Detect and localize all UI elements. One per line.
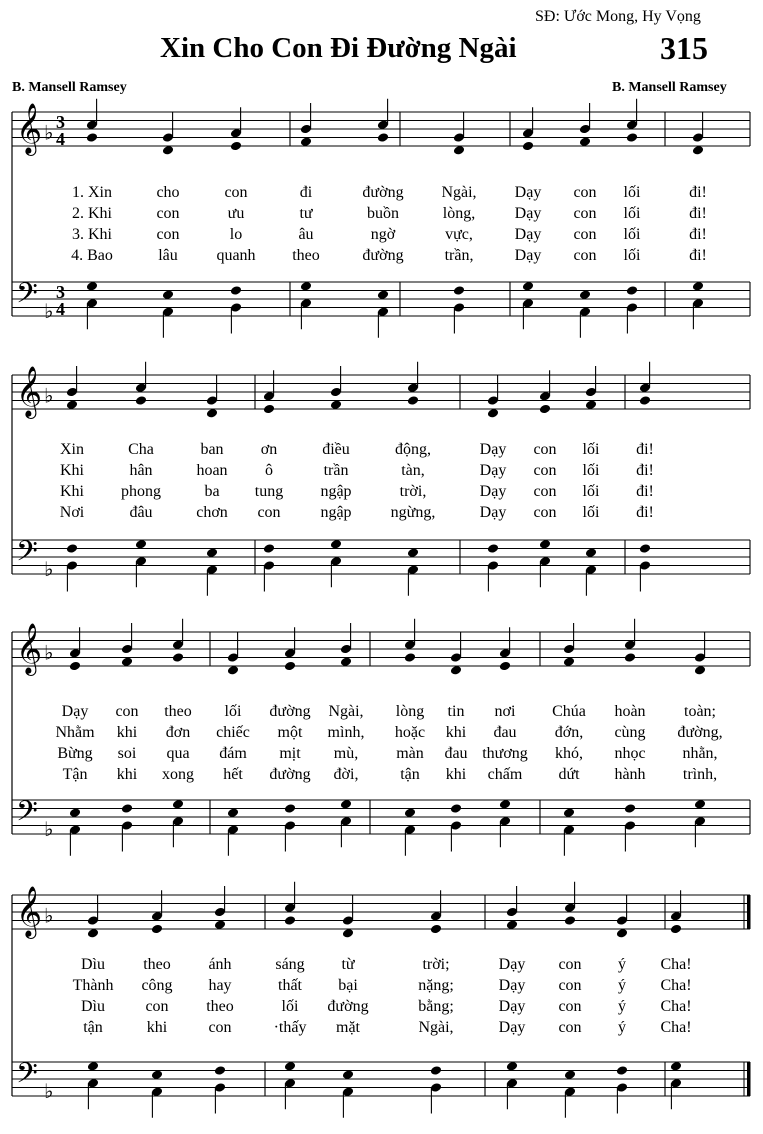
lyric-syllable: trình,: [682, 766, 718, 783]
lyric-syllable: ban: [200, 441, 224, 458]
lyric-syllable: con: [573, 184, 597, 201]
lyric-syllable: tận: [83, 1019, 103, 1036]
lyric-syllable: con: [145, 998, 169, 1015]
flat-icon: ♭: [44, 383, 54, 408]
lyric-syllable: Thành: [72, 977, 114, 994]
lyric-syllable: Dạy: [514, 184, 542, 201]
flat-icon: ♭: [44, 1078, 54, 1103]
lyric-syllable: 2. Khi: [72, 205, 112, 222]
words-credit: B. Mansell Ramsey: [12, 80, 127, 95]
lyric-syllable: 3. Khi: [72, 226, 112, 243]
lyric-syllable: lối: [582, 504, 600, 521]
tune-name: SĐ: Ước Mong, Hy Vọng: [535, 8, 701, 25]
lyric-syllable: tận: [400, 766, 420, 783]
lyric-syllable: chơn: [196, 504, 228, 521]
lyric-syllable: ô: [265, 462, 273, 479]
lyric-syllable: cho: [156, 184, 180, 201]
lyric-syllable: khi: [445, 766, 467, 783]
lyric-syllable: từ: [341, 956, 355, 973]
lyric-syllable: khi: [445, 724, 467, 741]
lyric-syllable: Dạy: [498, 956, 526, 973]
flat-icon: ♭: [44, 298, 54, 323]
lyric-syllable: con: [533, 441, 557, 458]
lyric-syllable: Dạy: [479, 441, 507, 458]
lyric-syllable: Xin: [60, 441, 84, 458]
lyric-syllable: con: [156, 226, 180, 243]
bass-staff: [12, 540, 750, 574]
lyric-syllable: cùng: [614, 724, 646, 741]
lyric-syllable: Dìu: [81, 998, 105, 1015]
lyric-syllable: trời,: [399, 483, 427, 500]
lyric-syllable: vực,: [445, 226, 473, 243]
music-credit: B. Mansell Ramsey: [612, 80, 727, 95]
lyric-syllable: Dạy: [514, 247, 542, 264]
treble-staff: [12, 375, 750, 409]
lyric-syllable: con: [533, 504, 557, 521]
lyric-syllable: Nơi: [59, 504, 85, 521]
lyric-syllable: mình,: [327, 724, 365, 741]
lyric-syllable: ý: [618, 1019, 626, 1036]
time-signature-upper: 3: [56, 282, 65, 302]
lyric-syllable: Ngài,: [328, 703, 364, 720]
lyric-syllable: Tận: [62, 766, 88, 783]
lyric-syllable: tung: [254, 483, 284, 500]
bass-clef-icon: 𝄢: [16, 277, 38, 317]
lyric-syllable: theo: [292, 247, 320, 264]
lyric-syllable: Khi: [60, 462, 84, 479]
lyric-syllable: Cha!: [660, 977, 692, 994]
lyric-syllable: ngập: [320, 483, 352, 500]
lyric-syllable: lâu: [158, 247, 178, 264]
lyric-syllable: con: [156, 205, 180, 222]
lyric-syllable: âu: [298, 226, 314, 243]
lyric-syllable: Khi: [60, 483, 84, 500]
lyric-syllable: khi: [116, 724, 138, 741]
lyric-syllable: lo: [229, 226, 243, 243]
lyric-syllable: ý: [618, 977, 626, 994]
lyric-syllable: 1. Xin: [72, 184, 112, 201]
lyric-syllable: Dạy: [498, 1019, 526, 1036]
lyric-syllable: ngập: [320, 504, 352, 521]
lyric-syllable: điều: [322, 441, 350, 458]
lyric-syllable: đám: [219, 745, 247, 762]
lyric-syllable: lối: [281, 998, 299, 1015]
lyric-syllable: đơn: [165, 724, 191, 741]
lyric-syllable: lối: [623, 247, 641, 264]
time-signature-upper: 3: [56, 112, 65, 132]
lyric-syllable: đời,: [333, 766, 359, 783]
lyric-syllable: lối: [623, 184, 641, 201]
time-signature-lower: 4: [56, 299, 65, 319]
lyric-syllable: đường: [327, 998, 369, 1015]
lyric-syllable: bằng;: [418, 998, 454, 1015]
lyric-syllable: đi!: [636, 441, 654, 458]
lyric-syllable: con: [573, 205, 597, 222]
lyric-syllable: theo: [143, 956, 171, 973]
lyric-syllable: Dạy: [498, 977, 526, 994]
lyric-syllable: lối: [582, 462, 600, 479]
bass-clef-icon: 𝄢: [16, 1057, 38, 1097]
notes: [87, 882, 682, 1118]
treble-clef-icon: 𝄞: [16, 886, 43, 937]
lyric-syllable: công: [141, 977, 173, 994]
lyric-syllable: Dạy: [479, 483, 507, 500]
lyric-syllable: khi: [146, 1019, 168, 1036]
lyric-syllable: hoàn: [614, 703, 646, 720]
lyric-syllable: đường: [362, 184, 404, 201]
lyric-syllable: sáng: [275, 956, 305, 973]
lyric-syllable: Cha!: [660, 956, 692, 973]
notes: [66, 362, 651, 596]
lyric-syllable: Dạy: [479, 504, 507, 521]
lyric-syllable: thất: [278, 977, 302, 994]
lyric-syllable: ·thấy: [273, 1019, 307, 1036]
lyric-syllable: màn: [396, 745, 424, 762]
lyric-syllable: theo: [164, 703, 192, 720]
lyric-syllable: lòng,: [442, 205, 476, 222]
lyric-syllable: nhằn,: [682, 745, 718, 762]
lyric-syllable: tư: [299, 205, 313, 222]
lyric-syllable: Nhằm: [55, 724, 95, 741]
lyric-syllable: con: [558, 956, 582, 973]
lyric-syllable: đi: [299, 184, 313, 201]
lyric-syllable: mịt: [279, 745, 301, 762]
lyric-syllable: trần: [323, 462, 349, 479]
lyric-syllable: đường,: [677, 724, 723, 741]
flat-icon: ♭: [44, 120, 54, 145]
lyric-syllable: đường: [269, 703, 311, 720]
treble-clef-icon: 𝄞: [16, 103, 43, 154]
lyric-syllable: mù,: [333, 745, 359, 762]
lyric-syllable: động,: [395, 441, 431, 458]
bass-staff: [12, 1062, 750, 1096]
treble-staff: [12, 895, 750, 929]
lyric-syllable: mặt: [336, 1019, 360, 1036]
lyric-syllable: con: [224, 184, 248, 201]
lyric-syllable: nặng;: [418, 977, 454, 994]
lyric-syllable: tin: [447, 703, 465, 720]
lyric-syllable: con: [533, 462, 557, 479]
lyric-syllable: một: [277, 724, 303, 741]
lyric-syllable: Chúa: [552, 703, 586, 720]
lyric-syllable: trời;: [422, 956, 450, 973]
lyric-syllable: hay: [208, 977, 232, 994]
lyric-syllable: lối: [623, 226, 641, 243]
lyric-syllable: chiếc: [216, 724, 250, 741]
lyric-syllable: Dạy: [61, 703, 89, 720]
lyric-syllable: khi: [116, 766, 138, 783]
lyric-syllable: con: [573, 247, 597, 264]
lyric-syllable: con: [533, 483, 557, 500]
lyric-syllable: Cha!: [660, 1019, 692, 1036]
treble-clef-icon: 𝄞: [16, 623, 43, 674]
lyric-syllable: ý: [618, 998, 626, 1015]
lyric-syllable: hết: [223, 766, 243, 783]
bass-clef-icon: 𝄢: [16, 795, 38, 835]
lyric-syllable: ba: [204, 483, 220, 500]
lyric-syllable: Dạy: [479, 462, 507, 479]
lyric-syllable: đau: [493, 724, 517, 741]
lyric-syllable: đi!: [636, 483, 654, 500]
lyric-syllable: đi!: [689, 184, 707, 201]
lyric-syllable: bại: [338, 977, 358, 994]
lyric-syllable: lối: [582, 441, 600, 458]
lyric-syllable: Cha: [128, 441, 154, 458]
lyric-syllable: khó,: [555, 745, 583, 762]
lyric-syllable: xong: [162, 766, 194, 783]
lyric-syllable: ngừng,: [390, 504, 436, 521]
lyric-syllable: ưu: [227, 205, 245, 222]
time-signature-lower: 4: [56, 129, 65, 149]
lyric-syllable: lối: [224, 703, 242, 720]
lyric-syllable: đi!: [636, 504, 654, 521]
lyric-syllable: đi!: [689, 226, 707, 243]
bass-clef-icon: 𝄢: [16, 535, 38, 575]
lyric-syllable: con: [558, 998, 582, 1015]
lyric-syllable: qua: [166, 745, 190, 762]
lyric-syllable: đường: [269, 766, 311, 783]
flat-icon: ♭: [44, 640, 54, 665]
lyric-syllable: đi!: [689, 247, 707, 264]
treble-clef-icon: 𝄞: [16, 366, 43, 417]
lyric-syllable: con: [558, 977, 582, 994]
lyric-syllable: chấm: [487, 766, 523, 783]
lyric-syllable: con: [115, 703, 139, 720]
lyric-syllable: tàn,: [401, 462, 425, 479]
lyric-syllable: hoan: [196, 462, 228, 479]
lyric-syllable: quanh: [216, 247, 256, 264]
lyric-syllable: Bừng: [57, 745, 93, 762]
lyric-syllable: đâu: [129, 504, 153, 521]
hymn-title: Xin Cho Con Đi Đường Ngài: [160, 32, 517, 64]
system-4: [12, 882, 751, 1118]
lyric-syllable: buồn: [367, 205, 399, 222]
lyric-syllable: đớn,: [554, 724, 584, 741]
lyric-syllable: hành: [614, 766, 646, 783]
lyric-syllable: dứt: [558, 766, 580, 783]
lyric-syllable: thương: [482, 745, 528, 762]
lyric-syllable: đau: [444, 745, 468, 762]
lyric-syllable: con: [208, 1019, 232, 1036]
lyric-syllable: Cha!: [660, 998, 692, 1015]
lyric-syllable: nhọc: [614, 745, 646, 762]
lyric-syllable: 4. Bao: [71, 247, 113, 264]
lyric-syllable: soi: [117, 745, 137, 762]
notes: [69, 619, 706, 856]
lyric-syllable: Ngài,: [441, 184, 477, 201]
lyric-syllable: ánh: [208, 956, 232, 973]
lyric-syllable: hoặc: [394, 724, 426, 741]
hymn-number: 315: [660, 30, 708, 66]
lyric-syllable: hân: [129, 462, 153, 479]
lyric-syllable: ngờ: [370, 226, 396, 243]
lyric-syllable: nơi: [494, 703, 516, 720]
lyric-syllable: lối: [582, 483, 600, 500]
lyric-syllable: ý: [618, 956, 626, 973]
lyric-syllable: Ngài,: [418, 1019, 454, 1036]
lyric-syllable: toàn;: [684, 703, 716, 720]
lyric-syllable: con: [558, 1019, 582, 1036]
lyric-syllable: con: [573, 226, 597, 243]
flat-icon: ♭: [44, 816, 54, 841]
lyric-syllable: ơn: [260, 441, 278, 458]
lyric-syllable: đường: [362, 247, 404, 264]
lyric-syllable: lòng: [395, 703, 425, 720]
lyric-syllable: trần,: [444, 247, 474, 264]
lyric-syllable: lối: [623, 205, 641, 222]
lyric-syllable: Dạy: [498, 998, 526, 1015]
lyric-syllable: đi!: [636, 462, 654, 479]
lyric-syllable: con: [257, 504, 281, 521]
lyric-syllable: Dạy: [514, 205, 542, 222]
lyric-syllable: phong: [121, 483, 161, 500]
lyric-syllable: Dạy: [514, 226, 542, 243]
lyric-syllable: đi!: [689, 205, 707, 222]
lyric-syllable: theo: [206, 998, 234, 1015]
flat-icon: ♭: [44, 556, 54, 581]
flat-icon: ♭: [44, 903, 54, 928]
lyric-syllable: Dìu: [81, 956, 105, 973]
